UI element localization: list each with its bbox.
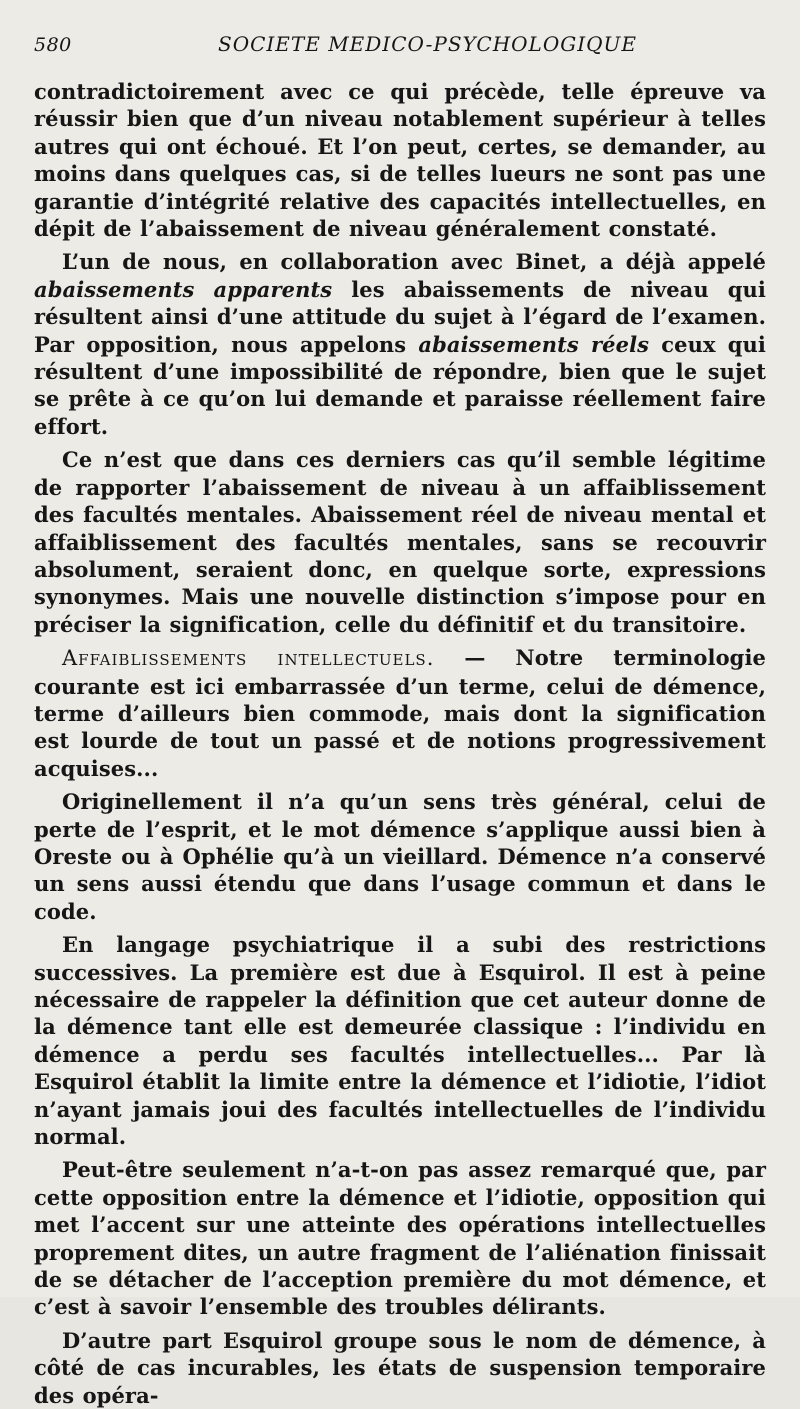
paragraph-peut-etre (34, 1156, 766, 1320)
paragraph-text: D’autre part Esquirol groupe sous le nom de démence, à côté de cas incurables, les états de suspension temporaire des opéra- (34, 1327, 766, 1408)
paragraph-text: contradictoirement avec ce qui précède, telle épreuve va réussir bien que d’un niveau notablement supérieur à telles autres qui ont échoué. Et l’on peut, certes, se demander, au moins dans quelques cas, si de telles lueurs ne sont pas une garantie d’intégrité relative des capacités intellectuelles, en dépit de l’abaissement de niveau généralement constaté. (34, 79, 766, 242)
paragraph-text-part: L’un de nous, en collaboration avec Binet, a déjà appelé (62, 249, 766, 275)
paragraph-affaiblissements (34, 644, 766, 782)
paragraph-abaissements (34, 248, 766, 440)
paragraph-continuation (34, 78, 766, 242)
paragraph-text: Peut-être seulement n’a-t-on pas assez remarqué que, par cette opposition entre la démence et l’idiotie, opposition qui met l’accent sur une atteinte des opérations intellectuelles proprement dites, un autre fragment de l’aliénation finissait de se détacher de l’acception première du mot démence, et c’est à savoir l’ensemble des troubles délirants. (34, 1157, 766, 1320)
body-text (34, 78, 766, 1409)
journal-title: SOCIETE MEDICO-PSYCHOLOGIQUE (218, 32, 637, 56)
paragraph-langage-psychiatrique (34, 931, 766, 1150)
paragraph-esquirol-groupe (34, 1327, 766, 1409)
paragraph-text: Ce n’est que dans ces derniers cas qu’il semble légitime de rapporter l’abaissement de niveau à un affaiblissement des facultés mentales. Abaissement réel de niveau mental et affaiblissement des facultés mentales, sans se recouvrir absolument, seraient donc, en quelque sorte, expressions synonymes. Mais une nouvelle distinction s’impose pour en préciser la signification, celle du définitif et du transitoire. (34, 447, 766, 637)
paragraph-derniers-cas (34, 446, 766, 638)
paragraph-text: Originellement il n’a qu’un sens très général, celui de perte de l’esprit, et le mot démence s’applique aussi bien à Oreste ou à Ophélie qu’à un vieillard. Démence n’a conservé un sens aussi étendu que dans l’usage commun et dans le code. (34, 789, 766, 924)
paragraph-text: En langage psychiatrique il a subi des restrictions successives. La première est due à Esquirol. Il est à peine nécessaire de rappeler la définition que cet auteur donne de la démence tant elle est demeurée classique : l’individu en démence a perdu ses facultés intellectuelles... Par là Esquirol établit la limite entre la démence et l’idiotie, l’idiot n’ayant jamais joui des facultés intellectuelles de l’individu normal. (34, 932, 766, 1150)
paragraph-text: — Notre terminologie courante est ici embarrassée d’un terme, celui de démence, terme d’ailleurs bien commode, mais dont la signification est lourde de tout un passé et de notions progressivement acquises... (34, 645, 766, 781)
paragraph-text-part: les abaissements de niveau qui résultent ainsi d’une attitude du sujet à l’égard de l’examen. Par opposition, nous appelons (34, 276, 767, 357)
emphasis-abaissements-reels: abaissements réels (418, 331, 650, 357)
section-heading-inline: Affaiblissements intellectuels. (62, 646, 435, 671)
emphasis-abaissements-apparents: abaissements apparents (34, 276, 333, 302)
paragraph-text-part: ceux qui résultent d’une impossibilité de répondre, bien que le sujet se prête à ce qu’on lui demande et paraisse réellement faire effort. (34, 331, 767, 439)
page-number: 580 (34, 34, 72, 56)
running-head (34, 30, 766, 60)
paragraph-originellement (34, 788, 766, 925)
